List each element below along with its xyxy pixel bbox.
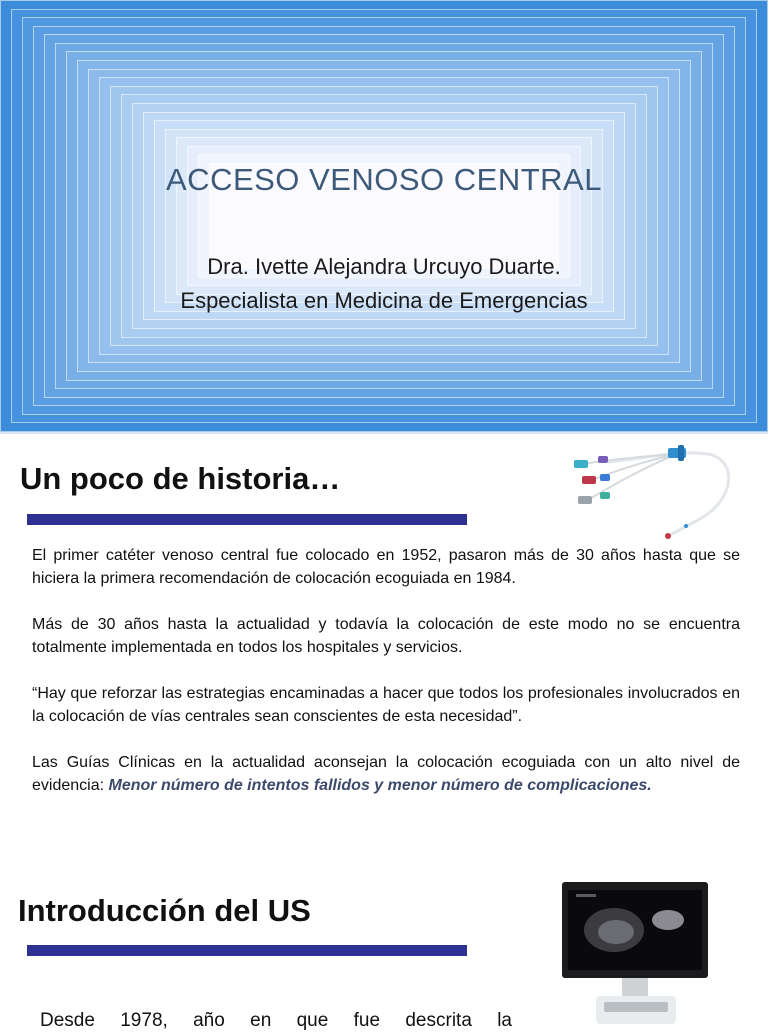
paragraph: El primer catéter venoso central fue colocado en 1952, pasaron más de 30 años hasta que se hiciera la primera recomendación de colocación ecoguiada en 1984. bbox=[32, 547, 740, 587]
author-name: Dra. Ivette Alejandra Urcuyo Duarte. bbox=[207, 254, 561, 279]
history-text bbox=[32, 544, 740, 820]
paragraph-guidelines bbox=[32, 751, 740, 797]
presentation-title: ACCESO VENOSO CENTRAL bbox=[166, 162, 602, 197]
paragraph: Más de 30 años hasta la actualidad y todavía la colocación de este modo no se encuentra totalmente implementada en todos los hospitales y servicios. bbox=[32, 616, 740, 656]
ultrasound-machine-image bbox=[556, 876, 716, 1024]
title-underline-bar bbox=[27, 945, 467, 956]
guidelines-lead-text: Las Guías Clínicas en la actualidad aconsejan la colocación ecoguiada con un alto nivel de evidencia: bbox=[32, 754, 740, 794]
title-slide bbox=[0, 0, 768, 432]
slide-title-history: Un poco de historia… bbox=[20, 461, 341, 496]
title-underline-bar bbox=[27, 514, 467, 525]
slide-divider bbox=[0, 432, 768, 434]
guidelines-emphasis-text: Menor número de intentos fallidos y menor número de complicaciones. bbox=[108, 777, 652, 794]
us-introduction-text: Desde 1978, año en que fue descrita la bbox=[40, 1010, 512, 1031]
author-role: Especialista en Medicina de Emergencias bbox=[180, 288, 588, 313]
slide-title-us-introduction: Introducción del US bbox=[18, 893, 311, 928]
central-venous-catheter-image bbox=[568, 440, 738, 545]
paragraph: “Hay que reforzar las estrategias encaminadas a hacer que todos los profesionales involucrados en la colocación de vías centrales sean conscientes de esta necesidad”. bbox=[32, 685, 740, 725]
